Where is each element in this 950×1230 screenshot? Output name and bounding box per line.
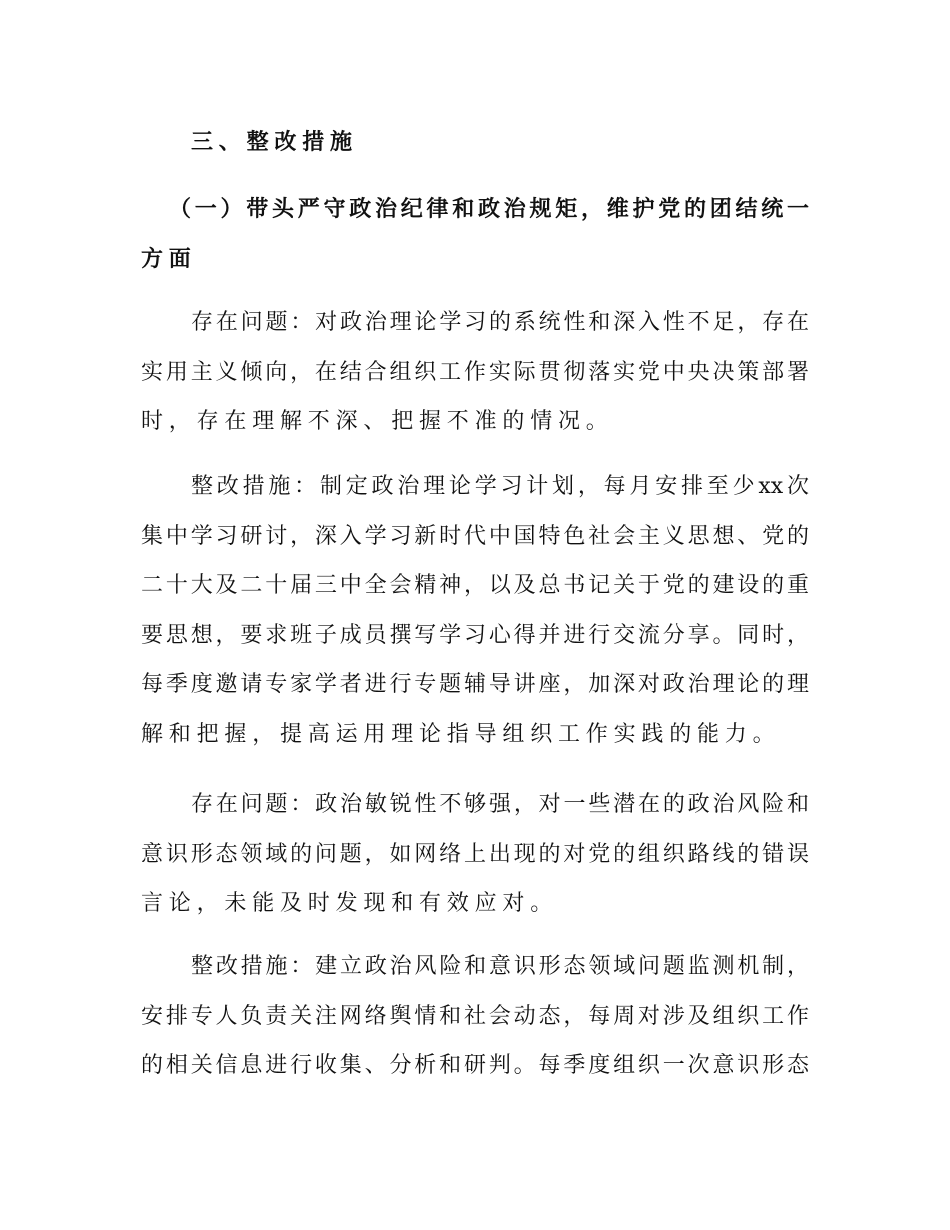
paragraph-line: 集中学习研讨，深入学习新时代中国特色社会主义思想、党的 [141,523,809,549]
paragraph-measure-1 [141,462,809,759]
paragraph-line: 意识形态领域的问题，如网络上出现的对党的组织路线的错误 [141,841,809,867]
paragraph-measure-2 [141,942,809,1091]
paragraph-line: 整改措施：建立政治风险和意识形态领域问题监测机制， [191,954,809,979]
paragraph-line: 每季度邀请专家学者进行专题辅导讲座，加深对政治理论的理 [141,672,809,697]
paragraph-line: 的相关信息进行收集、分析和研判。每季度组织一次意识形态 [141,1053,809,1078]
subsection-heading [141,185,809,284]
paragraph-line: 解和把握，提高运用理论指导组织工作实践的能力。 [141,721,781,747]
subheading-line: （一）带头严守政治纪律和政治规矩，维护党的团结统一 [169,197,809,222]
paragraph-line: 要思想，要求班子成员撰写学习心得并进行交流分享。同时， [141,622,809,648]
paragraph-line: 安排专人负责关注网络舆情和社会动态，每周对涉及组织工作 [141,1003,809,1029]
section-heading: 三、整改措施 [191,130,358,155]
paragraph-problem-1 [141,298,809,447]
paragraph-line: 存在问题：对政治理论学习的系统性和深入性不足，存在 [191,310,809,335]
paragraph-line: 言论，未能及时发现和有效应对。 [141,891,559,916]
subheading-line: 方面 [141,246,197,272]
paragraph-problem-2 [141,780,809,929]
paragraph-line: 存在问题：政治敏锐性不够强，对一些潜在的政治风险和 [191,792,809,817]
paragraph-line: 时，存在理解不深、把握不准的情况。 [141,409,614,434]
paragraph-line: 二十大及二十届三中全会精神，以及总书记关于党的建设的重 [141,573,809,598]
paragraph-line: 整改措施：制定政治理论学习计划，每月安排至少xx次 [191,474,809,499]
paragraph-line: 实用主义倾向，在结合组织工作实际贯彻落实党中央决策部署 [141,359,809,385]
